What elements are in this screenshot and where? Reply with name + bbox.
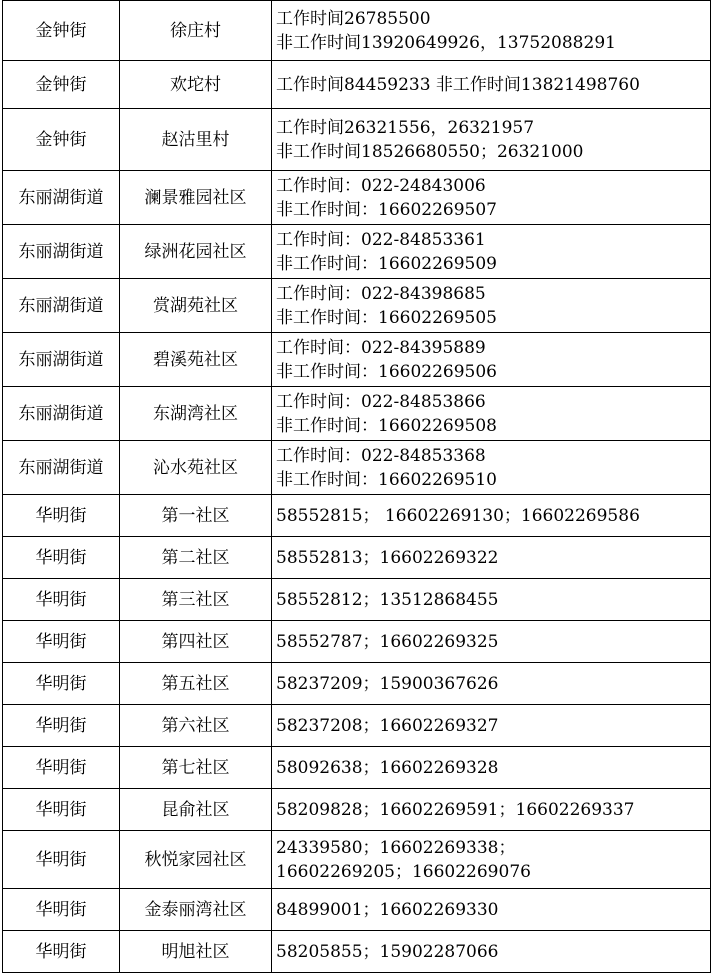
phone-line: 工作时间：022-84395889: [276, 337, 486, 358]
phone-line: 非工作时间：16602269505: [276, 307, 497, 328]
street-cell: 金钟街: [3, 109, 120, 171]
community-cell: 第六社区: [120, 705, 272, 747]
phone-cell: [272, 537, 711, 579]
community-cell: 第二社区: [120, 537, 272, 579]
table-row: [3, 789, 711, 831]
phone-line: 58209828；16602269591；16602269337: [276, 799, 635, 820]
community-cell: 昆俞社区: [120, 789, 272, 831]
phone-cell: [272, 579, 711, 621]
contact-table: [2, 0, 711, 973]
phone-cell: [272, 663, 711, 705]
street-cell: 华明街: [3, 789, 120, 831]
phone-cell: [272, 279, 711, 333]
phone-line: 58092638；16602269328: [276, 757, 499, 778]
phone-cell: [272, 831, 711, 889]
community-cell: 明旭社区: [120, 931, 272, 973]
community-cell: 金泰丽湾社区: [120, 889, 272, 931]
phone-cell: [272, 1, 711, 61]
street-cell: 东丽湖街道: [3, 225, 120, 279]
phone-cell: [272, 171, 711, 225]
table-row: [3, 889, 711, 931]
table-row: [3, 109, 711, 171]
phone-line: 84899001；16602269330: [276, 899, 499, 920]
table-row: [3, 333, 711, 387]
phone-line: 非工作时间：16602269510: [276, 469, 497, 490]
phone-line: 工作时间：022-84853361: [276, 229, 486, 250]
phone-line: 58552787；16602269325: [276, 631, 499, 652]
community-cell: 第三社区: [120, 579, 272, 621]
phone-line: 58552812；13512868455: [276, 589, 499, 610]
community-cell: 第一社区: [120, 495, 272, 537]
community-cell: 第七社区: [120, 747, 272, 789]
table-row: [3, 831, 711, 889]
phone-line: 非工作时间18526680550；26321000: [276, 141, 584, 162]
phone-line: 工作时间84459233 非工作时间13821498760: [276, 74, 640, 95]
street-cell: 东丽湖街道: [3, 387, 120, 441]
phone-cell: [272, 747, 711, 789]
street-cell: 金钟街: [3, 1, 120, 61]
phone-line: 非工作时间：16602269507: [276, 199, 497, 220]
phone-cell: [272, 931, 711, 973]
table-row: [3, 537, 711, 579]
street-cell: 华明街: [3, 663, 120, 705]
table-row: [3, 61, 711, 109]
community-cell: 赏湖苑社区: [120, 279, 272, 333]
phone-cell: [272, 109, 711, 171]
phone-line: 非工作时间13920649926，13752088291: [276, 32, 616, 53]
phone-cell: [272, 225, 711, 279]
street-cell: 东丽湖街道: [3, 333, 120, 387]
phone-cell: [272, 889, 711, 931]
phone-line: 16602269205；16602269076: [276, 861, 531, 882]
table-body: [3, 1, 711, 973]
table-row: [3, 495, 711, 537]
street-cell: 东丽湖街道: [3, 171, 120, 225]
table-row: [3, 279, 711, 333]
community-cell: 第四社区: [120, 621, 272, 663]
phone-cell: [272, 621, 711, 663]
phone-line: 24339580；16602269338；: [276, 837, 516, 858]
phone-cell: [272, 61, 711, 109]
community-cell: 沁水苑社区: [120, 441, 272, 495]
street-cell: 华明街: [3, 831, 120, 889]
table-row: [3, 621, 711, 663]
phone-cell: [272, 705, 711, 747]
table-row: [3, 225, 711, 279]
street-cell: 华明街: [3, 931, 120, 973]
phone-cell: [272, 789, 711, 831]
phone-line: 工作时间26785500: [276, 8, 431, 29]
phone-line: 工作时间：022-84853866: [276, 391, 486, 412]
table-row: [3, 387, 711, 441]
community-cell: 碧溪苑社区: [120, 333, 272, 387]
street-cell: 华明街: [3, 747, 120, 789]
phone-cell: [272, 441, 711, 495]
phone-line: 非工作时间：16602269509: [276, 253, 497, 274]
phone-cell: [272, 495, 711, 537]
street-cell: 华明街: [3, 621, 120, 663]
phone-line: 工作时间：022-24843006: [276, 175, 486, 196]
table-row: [3, 705, 711, 747]
community-cell: 赵沽里村: [120, 109, 272, 171]
phone-line: 工作时间：022-84853368: [276, 445, 486, 466]
phone-line: 58237208；16602269327: [276, 715, 499, 736]
phone-line: 58552815； 16602269130；16602269586: [276, 505, 640, 526]
street-cell: 华明街: [3, 537, 120, 579]
table-row: [3, 931, 711, 973]
phone-line: 58205855；15902287066: [276, 941, 499, 962]
phone-line: 工作时间26321556，26321957: [276, 117, 535, 138]
street-cell: 华明街: [3, 579, 120, 621]
table-row: [3, 171, 711, 225]
community-cell: 欢坨村: [120, 61, 272, 109]
table-row: [3, 441, 711, 495]
community-cell: 秋悦家园社区: [120, 831, 272, 889]
table-row: [3, 663, 711, 705]
street-cell: 华明街: [3, 705, 120, 747]
community-cell: 徐庄村: [120, 1, 272, 61]
street-cell: 东丽湖街道: [3, 441, 120, 495]
phone-line: 非工作时间：16602269506: [276, 361, 497, 382]
street-cell: 金钟街: [3, 61, 120, 109]
table-row: [3, 1, 711, 61]
phone-line: 58552813；16602269322: [276, 547, 499, 568]
phone-line: 工作时间：022-84398685: [276, 283, 486, 304]
street-cell: 华明街: [3, 889, 120, 931]
phone-line: 58237209；15900367626: [276, 673, 499, 694]
table-row: [3, 747, 711, 789]
community-cell: 绿洲花园社区: [120, 225, 272, 279]
community-cell: 第五社区: [120, 663, 272, 705]
community-cell: 东湖湾社区: [120, 387, 272, 441]
phone-line: 非工作时间：16602269508: [276, 415, 497, 436]
community-cell: 澜景雅园社区: [120, 171, 272, 225]
phone-cell: [272, 387, 711, 441]
street-cell: 华明街: [3, 495, 120, 537]
table-row: [3, 579, 711, 621]
street-cell: 东丽湖街道: [3, 279, 120, 333]
phone-cell: [272, 333, 711, 387]
